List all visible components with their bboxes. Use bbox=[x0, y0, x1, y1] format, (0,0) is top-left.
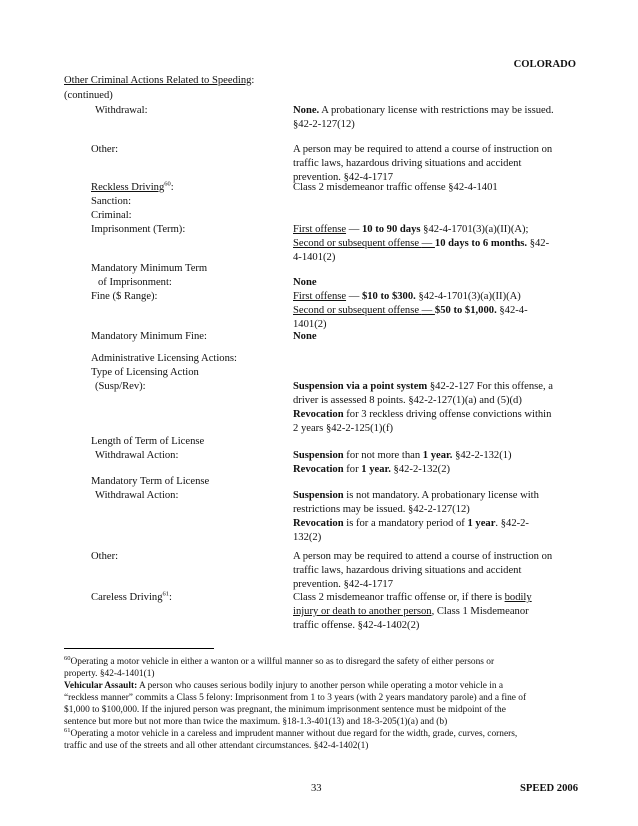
min-fine-value: None bbox=[293, 331, 317, 342]
reckless-driving-label: Reckless Driving$^{60}$: bbox=[91, 180, 174, 193]
imprisonment-label: Imprisonment (Term): bbox=[91, 224, 186, 235]
footnote-ref-61[interactable]: 61 bbox=[162, 590, 169, 598]
footnote-61: $^{61}$Operating a motor vehicle in a careless and imprudent manner without due regard for the width, grade, curves, corners, bbox=[64, 726, 518, 739]
admin-type-label: Type of Licensing Action bbox=[91, 367, 199, 378]
admin-line: driver is assessed 8 points. §42-2-127(1)(a) and (5)(d) bbox=[293, 395, 522, 406]
admin-label: Administrative Licensing Actions: bbox=[91, 353, 237, 364]
document-label: SPEED 2006 bbox=[520, 783, 578, 794]
fine-first: First offense — $10 to $300. §42-4-1701(3)(a)(II)(A) bbox=[293, 291, 521, 302]
footnote-60-cont: property. §42-4-1401(1) bbox=[64, 669, 155, 679]
mandatory-term-line: Revocation is for a mandatory period of 1 year. §42-2- bbox=[293, 518, 529, 529]
mandatory-term-line: 132(2) bbox=[293, 532, 322, 543]
state-header: COLORADO bbox=[513, 59, 576, 70]
admin-line: Suspension via a point system §42-2-127 For this offense, a bbox=[293, 381, 553, 392]
min-fine-label: Mandatory Minimum Fine: bbox=[91, 331, 207, 342]
footnote-60: $^{60}$Operating a motor vehicle in either a wanton or a willful manner so as to disregard the safety of either persons or bbox=[64, 654, 495, 667]
criminal-label: Criminal: bbox=[91, 210, 132, 221]
fine-second: Second or subsequent offense — $50 to $1,000. §42-4- bbox=[293, 305, 528, 316]
mandatory-term-line: restrictions may be issued. §42-2-127(12) bbox=[293, 504, 470, 515]
section-continued: (continued) bbox=[64, 90, 113, 101]
admin-line: 2 years §42-2-125(1)(f) bbox=[293, 423, 394, 434]
admin-line: Revocation for 3 reckless driving offense convictions within bbox=[293, 409, 552, 420]
fine-citation: 1401(2) bbox=[293, 319, 327, 330]
careless-line: traffic offense. §42-4-1402(2) bbox=[293, 620, 420, 631]
footnote-divider bbox=[64, 648, 214, 649]
imprisonment-citation: 4-1401(2) bbox=[293, 252, 336, 263]
withdrawal-citation: §42-2-127(12) bbox=[293, 119, 355, 130]
other-line: prevention. §42-4-1717 bbox=[293, 172, 394, 183]
imprisonment-first: First offense — 10 to 90 days §42-4-1701(3)(a)(II)(A); bbox=[293, 224, 529, 235]
other-label: Other: bbox=[91, 551, 119, 562]
other-line: A person may be required to attend a course of instruction on bbox=[293, 551, 553, 562]
vehicular-assault-line: $1,000 to $100,000. If the injured person was pregnant, the minimum imprisonment sentence must be midpoint of the bbox=[64, 705, 506, 715]
min-term-value: None bbox=[293, 277, 317, 288]
careless-line: Class 2 misdemeanor traffic offense or, if there is bodily bbox=[293, 592, 532, 603]
mandatory-term-line: Suspension is not mandatory. A probationary license with bbox=[293, 490, 539, 501]
min-term-label-2: of Imprisonment: bbox=[98, 277, 172, 288]
length-line: Suspension for not more than 1 year. §42-2-132(1) bbox=[293, 450, 512, 461]
careless-line: injury or death to another person, Class 1 Misdemeanor bbox=[293, 606, 529, 617]
other-label: Other: bbox=[91, 144, 119, 155]
vehicular-assault-note: Vehicular Assault: A person who causes serious bodily injury to another person while operating a motor vehicle in a bbox=[64, 681, 504, 691]
other-line: A person may be required to attend a course of instruction on bbox=[293, 144, 553, 155]
imprisonment-second: Second or subsequent offense — 10 days to 6 months. §42- bbox=[293, 238, 550, 249]
section-title: Other Criminal Actions Related to Speeding: bbox=[64, 75, 255, 86]
admin-susprev-label: (Susp/Rev): bbox=[95, 381, 146, 392]
withdrawal-value: None. A probationary license with restrictions may be issued. bbox=[293, 105, 554, 116]
fine-label: Fine ($ Range): bbox=[91, 291, 158, 302]
vehicular-assault-line: “reckless manner” commits a Class 5 felony: Imprisonment from 1 to 3 years (with 2 years mandatory parole) and a fine of bbox=[64, 693, 527, 703]
mandatory-term-label: Mandatory Term of License bbox=[91, 476, 210, 487]
vehicular-assault-line: sentence but more but not more than twice the maximum. §18-1.3-401(13) and 18-3-205(1)(a) and (b) bbox=[64, 717, 448, 727]
other-line: traffic laws, hazardous driving situations and accident bbox=[293, 158, 522, 169]
min-term-label: Mandatory Minimum Term bbox=[91, 263, 208, 274]
withdrawal-label: Withdrawal: bbox=[95, 105, 148, 116]
length-label-2: Withdrawal Action: bbox=[95, 450, 179, 461]
footnote-61-cont: traffic and use of the streets and all other attendant circumstances. §42-4-1402(1) bbox=[64, 741, 369, 751]
sanction-label: Sanction: bbox=[91, 196, 132, 207]
page-number: 33 bbox=[311, 783, 322, 794]
careless-driving-label: Careless Driving$^{61}$: bbox=[91, 590, 172, 603]
other-line: prevention. §42-4-1717 bbox=[293, 579, 394, 590]
length-line: Revocation for 1 year. §42-2-132(2) bbox=[293, 464, 451, 475]
length-label: Length of Term of License bbox=[91, 436, 205, 447]
reckless-driving-value: Class 2 misdemeanor traffic offense §42-4-1401 bbox=[293, 182, 498, 193]
mandatory-term-label-2: Withdrawal Action: bbox=[95, 490, 179, 501]
other-line: traffic laws, hazardous driving situations and accident bbox=[293, 565, 522, 576]
footnote-ref-60[interactable]: 60 bbox=[164, 180, 171, 188]
